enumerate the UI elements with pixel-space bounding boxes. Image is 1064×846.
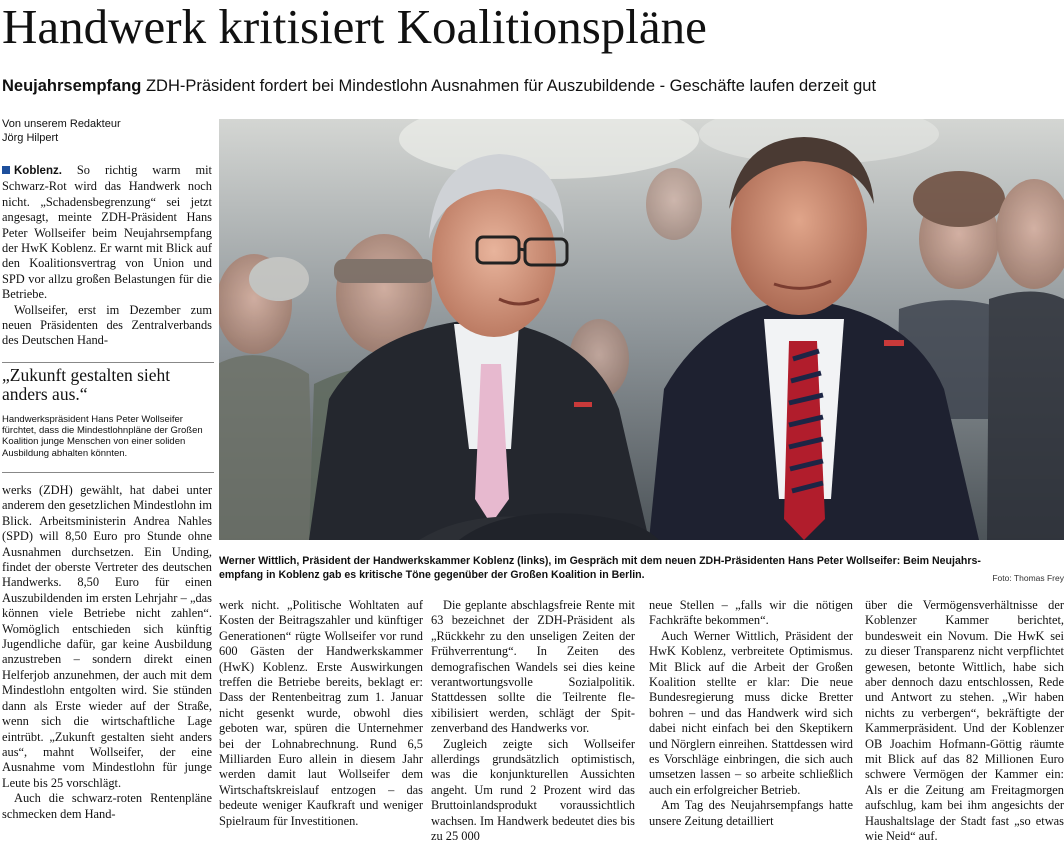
pullquote-rule-bottom — [2, 472, 214, 473]
byline-role: Von unserem Redakteur — [2, 118, 121, 130]
column-3 — [431, 598, 635, 846]
caption-line-1: Werner Wittlich, Präsident der Handwerkskammer Koblenz (links), im Gespräch mit dem neuen ZDH-Präsidenten Hans Peter Wollseifer: Beim Neujahrs- — [219, 555, 981, 567]
caption-line-2: empfang in Koblenz gab es kritische Töne gegenüber der Großen Koalition in Berlin. — [219, 569, 645, 581]
photo-caption — [219, 554, 1064, 582]
square-bullet-icon — [2, 166, 10, 174]
paragraph: werk nicht. „Politische Wohltaten auf Kosten der Beitragszahler und künftiger Generationen“ rügte Wollseifer vor rund 600 Gästen der Handwerkskammer (HwK) Koblenz. Erste Auswirkungen treffen die Betriebe bereits, beklagt er: Dass der Rentenbeitrag zum 1. Januar nicht gesenkt wurde, obwohl dies geboten war, spüren die Unternehmer bei der Lohnabrechnung. Rund 6,5 Milliarden Euro allein in diesem Jahr werden damit laut Wollseifer dem Wirtschaftskreislauf entzogen – das bedeute weniger Kaufkraft und weniger Spielraum für Investitionen. — [219, 598, 423, 828]
dateline: Koblenz. — [14, 165, 62, 177]
paragraph: Zugleich zeigte sich Wollseifer allerdings grundsätzlich optimistisch, was die konjunkturellen Aussichten angeht. Um rund 2 Prozent wird das Bruttoinlandsprodukt voraussichtlich wachsen. Im Handwerk bedeutet dies bis zu 25 000 — [431, 736, 635, 844]
column-2 — [219, 598, 423, 846]
column-4 — [649, 598, 853, 846]
paragraph: Die geplante abschlagsfreie Rente mit 63 bezeichnet der ZDH-Präsident als „Rückkehr zu den unseligen Zeiten der Frühverrentung“. In Zeiten des demografischen Wandels sei dies keine verantwortungsvolle Sozialpolitik. Stattdessen sollte die Teilrente flexibilisiert werden, schlägt der Spitzenverband des Handwerks vor. — [431, 598, 635, 736]
paragraph: über die Vermögensverhältnisse der Koblenzer Kammer berichtet, bundesweit ein Novum. Die HwK sei zu dieser Transparenz nicht verpflichtet gewesen, betonte Wittlich, habe sich aber dennoch dazu entschlossen, Rede und Antwort zu stehen. „Wir haben nichts zu verbergen“, bekräftigte der Kammerpräsident. Und der Koblenzer OB Joachim Hofmann-Göttig räumte mit Blick auf das 82 Millionen Euro schwere Vermögen der Kammer ein: Als er die Zeitung am Freitagmorgen aufschlug, kam bei ihm angesichts der Haushaltslage der Stadt fast „so etwas wie Neid“ auf. — [865, 598, 1064, 844]
column-5 — [865, 598, 1064, 846]
pullquote-rule-top — [2, 362, 214, 363]
article-photo — [219, 119, 1064, 540]
paragraph-text: So richtig warm mit Schwarz-Rot wird das Handwerk noch nicht. „Schadensbegrenzung“ sei jetzt angesagt, meinte ZDH-Präsident Hans Peter Wollseifer beim Neujahrsempfang der HwK Koblenz. Er warnt mit Blick auf den Koalitionsvertrag von Union und SPD vor allzu großen Belastungen für die Betriebe. — [2, 163, 212, 302]
column-1-bottom — [2, 483, 212, 846]
column-1-top — [2, 163, 212, 361]
byline-author: Jörg Hilpert — [2, 131, 59, 144]
paragraph: neue Stellen – „falls wir die nötigen Fachkräfte bekommen“. — [649, 598, 853, 628]
article-subhead — [2, 75, 1062, 97]
paragraph — [2, 163, 212, 303]
paragraph: Wollseifer, erst im Dezember zum neuen Präsidenten des Zentralverbands des Deutschen Hand- — [2, 302, 212, 348]
byline — [2, 118, 212, 145]
photo-credit: Foto: Thomas Frey — [992, 573, 1064, 583]
subhead-keyword: Neujahrsempfang — [2, 77, 142, 95]
paragraph: Auch die schwarz-roten Rentenpläne schmecken dem Hand- — [2, 791, 212, 821]
photo-illustration — [219, 119, 1064, 540]
pullquote-text: Handwerkspräsident Hans Peter Wollseifer fürchtet, dass die Mindestlohnpläne der Großen Koalition junge Menschen von einer soliden Ausbildung abhalten könnten. — [2, 414, 203, 459]
subhead-text: ZDH-Präsident fordert bei Mindestlohn Ausnahmen für Auszubildende - Geschäfte laufen derzeit gut — [141, 77, 877, 95]
pullquote-title: „Zukunft gestalten sieht anders aus.“ — [2, 365, 171, 404]
paragraph: werks (ZDH) gewählt, hat dabei unter anderem den gesetzlichen Mindestlohn im Blick. Arbeitsministerin Andrea Nahles (SPD) will 8,50 Euro pro Stunde ohne Ausnahmen durchsetzen. Ein Unding, findet der oberste Vertreter des deutschen Handwerks. 8,50 Euro für einen Auszubildenden im ersten Lehrjahr – „das können viele Betriebe nicht zahlen“. Womöglich entschieden sich künftig Jugendliche dafür, gar keine Ausbildung anzustreben – sondern direkt einen Helferjob anzunehmen, der auch mit dem Mindestlohn entgolten wird. Sie stünden dann als Erste wieder auf der Straße, wenn sich die wirtschaftliche Lage eintrübt. „Zukunft gestalten sieht anders aus“, mahnt Wollseifer, der eine Ausnahme vom Mindestlohn für junge Leute bis 25 vorschlägt. — [2, 483, 212, 790]
paragraph: Am Tag des Neujahrsempfangs hatte unsere Zeitung detailliert — [649, 798, 853, 828]
article-headline: Handwerk kritisiert Koalitionspläne — [2, 0, 707, 54]
paragraph: Auch Werner Wittlich, Präsident der HwK Koblenz, verbreitete Optimismus. Mit Blick auf die Arbeit der Großen Koalition stellte er klar: Die neue Bundesregierung muss dicke Bretter bohren – und das Handwerk wird sich dabei nicht einfach bei den Skeptikern und Nörglern einreihen. Stattdessen wird es Vorschläge einbringen, die sich auch umsetzen lassen – so arbeite schließlich auch ein erfolgreicher Betrieb. — [649, 628, 853, 797]
